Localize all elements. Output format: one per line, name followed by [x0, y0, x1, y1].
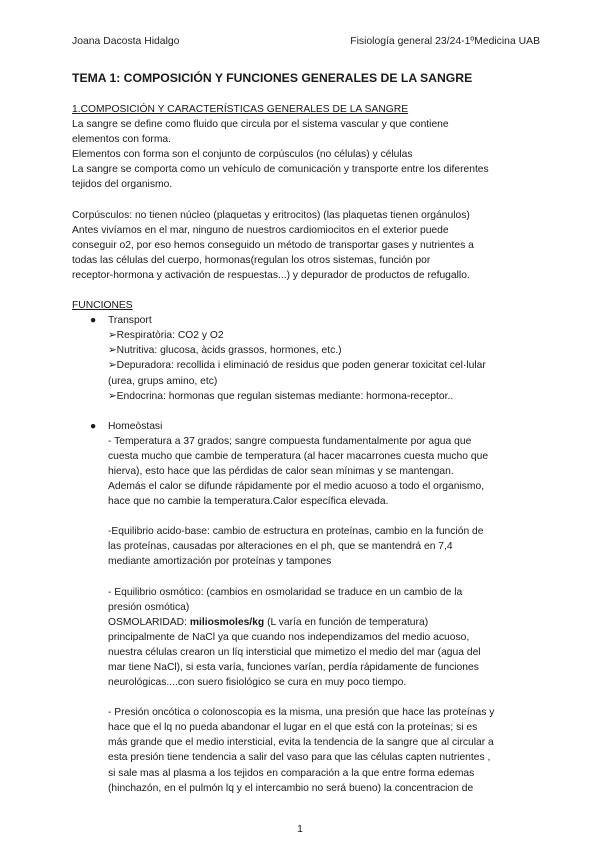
- homeostasi-content: [72, 434, 552, 796]
- text-line: hierva), esto hace que las pérdidas de calor sean mínimas y se mantengan.: [108, 465, 454, 477]
- text-line: - Temperatura a 37 grados; sangre compuesta fundamentalmente por agua que: [108, 435, 472, 447]
- header-author: Joana Dacosta Hidalgo: [72, 36, 180, 47]
- text-line: (hinchazón, en el pulmón lq y el intercambio no será bueno) la concentracion de: [108, 782, 474, 794]
- text-line: La sangre se comporta como un vehículo de comunicación y transporte entre los diferentes: [72, 164, 489, 176]
- text-line: tejidos del organismo.: [72, 179, 173, 191]
- text-line: La sangre se define como fluido que circula por el sistema vascular y que contiene: [72, 119, 449, 131]
- text-line: cuesta mucho que cambie de temperatura (al hacer macarrones cuesta mucho que: [108, 450, 489, 462]
- text-line: mar tiene NaCl), si esta varía, funciones varían, perdía rápidamente de funciones: [108, 662, 479, 673]
- bullet-transport: [90, 313, 552, 328]
- header-course: Fisiología general 23/24-1ºMedicina UAB: [350, 36, 540, 47]
- text-line: nuestra células crearon un líq intersticial que mimetizo el medio del mar (agua del: [108, 646, 481, 658]
- bullet-label: Homeòstasi: [108, 420, 163, 432]
- list-item: ➢Respiratòria: CO2 y O2: [108, 330, 224, 342]
- text-line: conseguir o2, por eso hemos conseguido un método de transportar gases y nutrientes a: [72, 239, 474, 251]
- text-line: hace que el lq no pueda abandonar el lugar en el que está con la proteínas; si es: [108, 722, 478, 734]
- text-line: receptor-hormona y activación de respuestas...) y depurador de productos de refugallo.: [72, 269, 470, 281]
- text-line: todas las células del cuerpo, hormonas(regulan los otros sistemas, función por: [72, 254, 431, 266]
- text-line: presión osmótica): [108, 601, 190, 613]
- text-line: mediante amortización por proteínas y tampones: [108, 556, 332, 568]
- osmolaridad-prefix: OSMOLARIDAD:: [108, 616, 190, 628]
- text-line: -Equilibrio acido-base: cambio de estructura en proteínas, cambio en la función de: [108, 526, 484, 538]
- osmolaridad-suffix: (L varía en función de temperatura): [264, 616, 429, 628]
- text-line: Antes vivíamos en el mar, ninguno de nuestros cardiomiocitos en el exterior puede: [72, 224, 449, 236]
- list-item: ➢Nutritiva: glucosa, àcids grassos, hormones, etc.): [108, 345, 342, 357]
- text-line: hace que no cambie la temperatura.Calor específica elevada.: [108, 496, 389, 508]
- text-line: si sale mas al plasma a los tejidos en comparación a la que entre forma edemas: [108, 767, 475, 779]
- text-line: - Presión oncótica o colonoscopia es la misma, una presión que hace las proteínas y: [108, 707, 495, 719]
- text-line: neurológicas....con suero fisiológico se cura en muy poco tiempo.: [108, 677, 407, 689]
- osmolaridad-unit: miliosmoles/kg: [189, 616, 265, 628]
- osmolaridad-line: [108, 615, 552, 630]
- section-heading-composicion: 1.COMPOSICIÓN Y CARACTERÍSTICAS GENERALES DE LA SANGRE: [72, 104, 409, 115]
- text-line: Además el calor se difunde rápidamente por el medio acuoso a todo el organismo,: [108, 481, 485, 493]
- bullet-homeostasi: [90, 419, 552, 434]
- section-heading-funciones: FUNCIONES: [72, 300, 133, 312]
- document-title: TEMA 1: COMPOSICIÓN Y FUNCIONES GENERALES DE LA SANGRE: [72, 71, 473, 85]
- transport-items: [72, 328, 552, 403]
- text-line: - Equilibrio osmótico: (cambios en osmolaridad se traduce en un cambio de la: [108, 586, 463, 598]
- text-line: Elementos con forma son el conjunto de corpúsculos (no células) y células: [72, 149, 413, 161]
- page-number: 1: [297, 824, 303, 835]
- text-line: principalmente de NaCl ya que cuando nos independizamos del medio acuoso,: [108, 631, 470, 643]
- bullet-icon: ●: [90, 315, 97, 327]
- bullet-icon: ●: [90, 420, 97, 432]
- text-line: elementos con forma.: [72, 134, 172, 146]
- text-line: Corpúsculos: no tienen núcleo (plaquetas y eritrocitos) (las plaquetas tienen orgánulos): [72, 209, 470, 221]
- text-line: más grande que el medio intersticial, evita la tendencia de la sangre que al circular a: [108, 737, 494, 749]
- list-item: ➢Endocrina: hormonas que regulan sistemas mediante: hormona-receptor..: [108, 390, 454, 402]
- list-item: ➢Depuradora: recollida i eliminació de residus que poden generar toxicitat cel·lular: [108, 360, 486, 372]
- list-item: (urea, grups amino, etc): [108, 375, 218, 387]
- document-body: [72, 102, 552, 796]
- bullet-label: Transport: [108, 315, 152, 327]
- text-line: las proteínas, causadas por alteraciones en el ph, que se mantendrá en 7,4: [108, 541, 453, 553]
- text-line: esta presión tiene tendencia a salir del vaso para que las células capten nutrientes ,: [108, 752, 491, 764]
